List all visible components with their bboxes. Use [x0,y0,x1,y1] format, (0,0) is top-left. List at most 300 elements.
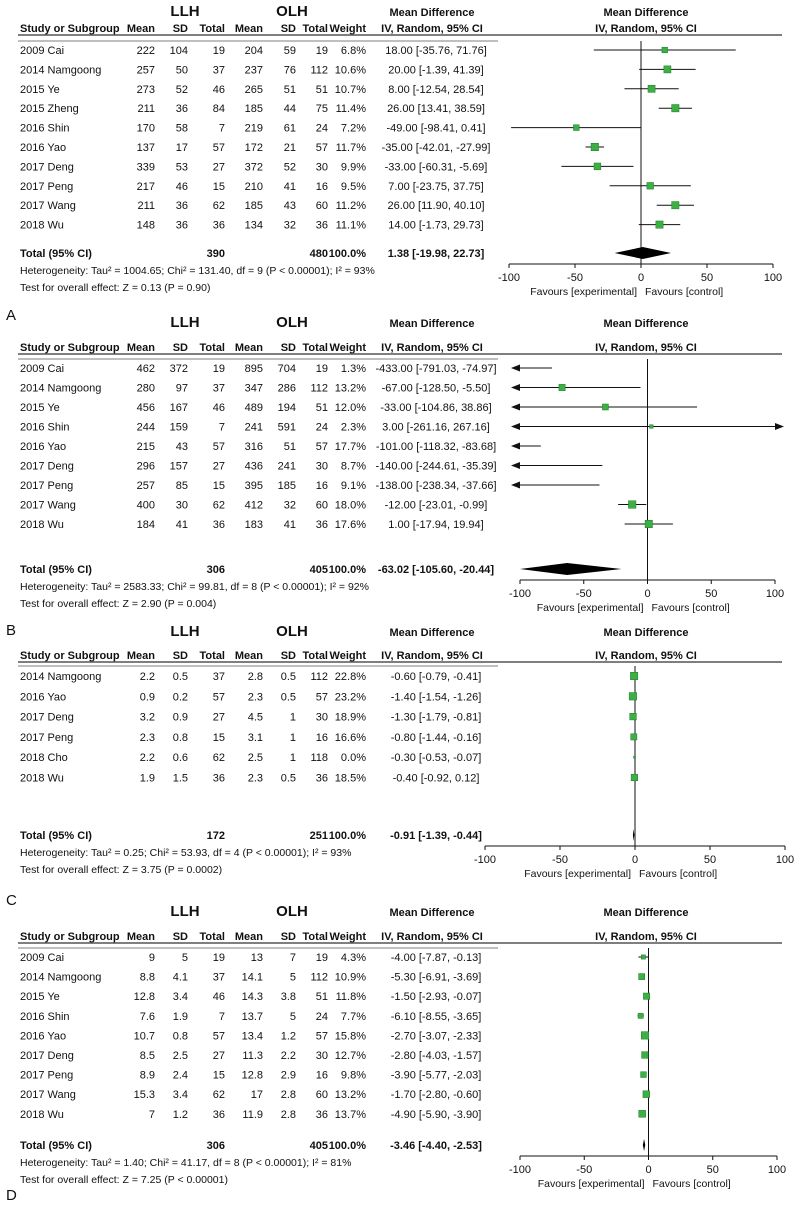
sd-llh: 1.5 [172,772,188,785]
sd-olh: 0.5 [280,671,296,683]
mean-olh: 13.4 [241,1030,263,1043]
total-olh: 36 [315,219,328,232]
sd-llh: 50 [175,64,188,77]
point-estimate [639,1110,646,1117]
header-mean-olh: Mean [234,342,263,354]
study-row [20,671,638,683]
panel-label: A [6,307,17,324]
point-estimate [643,1091,650,1098]
study-row [20,1030,649,1042]
mean-difference-ci: 3.00 [-261.16, 267.16] [382,421,490,434]
point-estimate [642,1052,649,1059]
sd-olh: 2.2 [280,1050,296,1062]
mean-llh: 7 [148,1108,155,1121]
total-olh-n: 405 [309,1140,328,1152]
study-name: 2017 Wang [20,200,76,213]
header-mean-olh: Mean [234,650,263,662]
header-mean-llh: Mean [126,650,155,662]
header-study: Study or Subgroup [20,23,120,35]
total-olh: 60 [315,200,328,213]
mean-llh: 10.7 [133,1030,155,1043]
sd-llh: 30 [175,499,188,512]
study-row [20,123,642,135]
forest-panel-c [6,623,794,909]
total-olh-n: 405 [309,564,328,576]
header-method: IV, Random, 95% CI [381,342,483,354]
mean-olh: 237 [244,64,263,77]
total-olh: 24 [315,421,328,434]
mean-difference-ci: 20.00 [-1.39, 41.39] [388,64,484,77]
study-row [20,773,638,785]
total-ci: -63.02 [-105.60, -20.44] [377,564,495,576]
total-olh: 112 [310,971,328,984]
total-olh: 36 [315,519,328,531]
study-name: 2016 Yao [20,142,67,154]
header-mean-llh: Mean [126,931,155,943]
study-name: 2018 Wu [20,219,64,232]
mean-difference-ci: 26.00 [11.90, 40.10] [387,200,485,213]
total-llh: 15 [212,731,225,744]
total-row [20,247,671,260]
header-sd-llh: SD [172,650,188,662]
total-llh: 27 [212,1050,225,1062]
sd-olh: 1.2 [280,1030,296,1043]
total-label: Total (95% CI) [20,248,92,260]
sd-llh: 0.8 [172,731,188,744]
study-name: 2009 Cai [20,45,65,57]
ci-arrow-left [511,365,520,372]
mean-llh: 148 [136,219,155,232]
total-olh: 57 [315,441,328,453]
study-name: 2017 Peng [20,1069,74,1082]
weight: 11.4% [335,103,366,116]
total-olh-n: 251 [309,830,328,842]
study-name: 2017 Peng [20,731,74,744]
sd-olh: 76 [283,64,296,77]
study-row [20,220,680,232]
weight: 9.5% [340,180,366,193]
sd-llh: 36 [175,103,188,116]
header-mean-difference-plot: Mean Difference [603,7,689,19]
point-estimate [641,1072,647,1078]
total-llh: 46 [212,991,225,1004]
study-name: 2009 Cai [20,952,65,964]
mean-llh: 2.2 [139,752,155,765]
mean-difference-ci: -1.50 [-2.93, -0.07] [390,991,482,1004]
sd-llh: 5 [181,952,188,964]
total-olh: 51 [315,402,328,414]
header-sd-olh: SD [280,931,296,943]
header-weight: Weight [329,342,366,354]
x-tick-label: 50 [700,272,714,284]
pooled-diamond [520,563,621,575]
total-llh: 7 [218,421,225,434]
total-weight: 100.0% [328,564,366,576]
sd-llh: 372 [169,363,188,375]
sd-olh: 0.5 [280,691,296,704]
sd-olh: 0.5 [280,772,296,785]
mean-olh: 2.3 [247,772,263,785]
study-row [20,161,633,173]
mean-llh: 211 [137,200,155,213]
sd-llh: 58 [175,122,188,135]
mean-difference-ci: -33.00 [-60.31, -5.69] [384,161,488,174]
pooled-diamond [633,829,634,841]
header-method: IV, Random, 95% CI [381,650,483,662]
mean-difference-ci: -5.30 [-6.91, -3.69] [390,971,482,984]
weight: 22.8% [334,671,366,683]
x-tick-label: 0 [644,588,651,600]
weight: 17.7% [334,441,366,453]
sd-olh: 61 [283,122,296,135]
study-row [20,103,692,115]
total-olh: 19 [315,45,328,57]
sd-olh: 1 [289,752,296,765]
mean-llh: 2.3 [139,731,155,744]
total-olh: 118 [310,752,328,765]
favours-control: Favours [control] [652,1178,731,1190]
x-tick-label: -50 [576,1164,593,1176]
total-llh: 57 [212,142,225,154]
header-weight: Weight [329,23,366,35]
x-tick-label: 100 [767,1164,787,1176]
study-row [20,480,599,492]
total-llh: 62 [212,752,225,765]
total-olh: 24 [315,122,328,135]
total-llh: 36 [212,219,225,232]
study-name: 2017 Wang [20,1089,76,1102]
study-row [20,519,673,531]
total-olh: 57 [315,1030,328,1043]
mean-difference-ci: 1.00 [-17.94, 19.94] [388,519,484,531]
header-mean-difference-plot: Mean Difference [603,318,689,330]
mean-difference-ci: -3.90 [-5.77, -2.03] [390,1069,482,1082]
study-name: 2017 Deng [20,460,74,473]
mean-olh: 2.3 [247,691,263,704]
header-study: Study or Subgroup [20,342,120,354]
ci-arrow-left [511,384,520,391]
sd-llh: 2.4 [172,1069,188,1082]
total-olh: 57 [315,691,328,704]
x-tick-label: 100 [775,854,795,866]
total-llh-n: 172 [206,830,225,842]
header-sd-olh: SD [280,23,296,35]
study-row [20,691,637,703]
mean-olh: 13 [250,952,263,964]
total-llh-n: 306 [206,564,225,576]
mean-llh: 215 [136,441,155,453]
point-estimate [628,501,636,509]
header-total-llh: Total [199,650,225,662]
header-study: Study or Subgroup [20,931,120,943]
study-row [20,363,552,375]
total-llh: 84 [212,103,225,116]
mean-difference-ci: -2.80 [-4.03, -1.57] [390,1050,482,1062]
mean-olh: 210 [244,180,263,193]
point-estimate [634,756,636,758]
mean-olh: 4.5 [247,711,263,724]
weight: 23.2% [334,691,366,704]
weight: 7.7% [340,1010,366,1023]
x-tick-label: -50 [567,272,583,284]
sd-llh: 43 [175,441,188,453]
mean-olh: 436 [244,460,263,473]
mean-difference-ci: -0.60 [-0.79, -0.41] [390,671,482,683]
point-estimate [559,384,565,390]
study-name: 2009 Cai [20,363,65,375]
heterogeneity-text: Heterogeneity: Tau² = 1.40; Chi² = 41.17, df = 8 (P < 0.00001); I² = 81% [20,1157,352,1169]
favours-control: Favours [control] [639,868,718,880]
mean-olh: 241 [244,421,263,434]
study-name: 2017 Peng [20,180,74,193]
sd-olh: 2.8 [280,1108,296,1121]
mean-olh: 14.3 [241,991,263,1004]
weight: 15.8% [334,1030,366,1043]
mean-difference-ci: 8.00 [-12.54, 28.54] [388,83,484,96]
weight: 4.3% [340,952,366,964]
mean-olh: 12.8 [241,1069,263,1082]
mean-llh: 296 [136,460,155,473]
study-name: 2015 Ye [20,991,60,1004]
weight: 9.9% [340,161,366,174]
favours-experimental: Favours [experimental] [524,868,631,880]
weight: 9.8% [340,1069,366,1082]
mean-difference-ci: -12.00 [-23.01, -0.99] [384,499,488,512]
point-estimate [656,221,663,228]
sd-olh: 43 [283,200,296,213]
point-estimate [672,202,679,209]
x-tick-label: -100 [473,854,497,866]
total-llh: 15 [212,1069,225,1082]
sd-olh: 3.8 [280,991,296,1004]
pooled-diamond [643,1139,645,1151]
sd-llh: 36 [175,200,188,213]
weight: 0.0% [340,752,366,765]
sd-olh: 7 [289,952,296,964]
total-weight: 100.0% [328,1140,366,1152]
total-llh: 62 [212,1089,225,1102]
point-estimate [639,974,645,980]
total-llh-n: 390 [206,248,225,260]
study-row [20,461,602,473]
header-method-plot: IV, Random, 95% CI [595,931,697,943]
sd-olh: 2.8 [280,1089,296,1102]
point-estimate [641,955,645,959]
favours-experimental: Favours [experimental] [530,286,637,298]
mean-difference-ci: -49.00 [-98.41, 0.41] [386,122,486,135]
study-name: 2016 Yao [20,1030,67,1043]
sd-llh: 53 [175,161,188,174]
total-row [20,563,621,576]
study-name: 2018 Wu [20,519,64,531]
header-total-olh: Total [302,342,328,354]
mean-llh: 211 [137,103,155,116]
sd-olh: 241 [277,460,296,473]
ci-arrow-left [511,462,520,469]
total-llh: 46 [212,83,225,96]
sd-llh: 17 [175,142,188,154]
total-olh: 60 [315,499,328,512]
x-tick-label: -50 [575,588,592,600]
favours-control: Favours [control] [645,286,724,298]
sd-llh: 36 [175,219,188,232]
point-estimate [573,125,579,131]
group-label-llh: LLH [170,314,200,331]
total-olh: 112 [310,64,328,77]
study-row [20,752,636,764]
study-row [20,45,736,57]
total-row [20,829,634,842]
study-name: 2015 Ye [20,402,60,414]
weight: 12.0% [334,402,366,414]
point-estimate [591,143,599,151]
study-row [20,181,691,193]
header-mean-difference-plot: Mean Difference [603,627,689,639]
x-tick-label: 0 [631,854,639,866]
header-sd-llh: SD [172,342,188,354]
mean-difference-ci: -0.40 [-0.92, 0.12] [392,772,480,785]
total-olh: 16 [315,180,328,193]
study-name: 2018 Cho [20,752,68,765]
weight: 11.8% [335,991,366,1004]
mean-difference-ci: -1.70 [-2.80, -0.60] [390,1089,482,1102]
study-name: 2017 Deng [20,161,74,174]
study-row [20,402,697,414]
study-name: 2016 Shin [20,122,70,135]
header-mean-llh: Mean [126,342,155,354]
mean-difference-ci: 18.00 [-35.76, 71.76] [385,45,487,57]
ci-arrow-right [775,423,784,430]
sd-llh: 52 [175,83,188,96]
header-mean-llh: Mean [126,23,155,35]
x-tick-label: 100 [765,588,785,600]
mean-llh: 339 [136,161,155,174]
total-weight: 100.0% [328,830,366,842]
group-label-olh: OLH [276,3,308,20]
total-llh: 62 [212,499,225,512]
study-name: 2014 Namgoong [20,971,102,984]
sd-llh: 0.9 [172,711,188,724]
sd-olh: 32 [283,219,296,232]
point-estimate [630,713,637,720]
weight: 2.3% [340,421,366,434]
ci-arrow-left [511,404,520,411]
total-llh: 19 [212,363,225,375]
total-llh-n: 306 [206,1140,225,1152]
sd-llh: 4.1 [172,971,188,984]
total-llh: 37 [212,671,225,683]
mean-difference-ci: -4.00 [-7.87, -0.13] [390,952,482,964]
total-weight: 100.0% [328,248,366,260]
sd-olh: 704 [277,363,296,375]
sd-llh: 1.9 [172,1010,188,1023]
study-row [20,64,696,76]
favours-control: Favours [control] [651,602,730,614]
ci-arrow-left [511,482,520,489]
study-row [20,712,636,724]
weight: 18.0% [334,499,366,512]
point-estimate [672,105,679,112]
mean-olh: 372 [244,161,263,174]
header-mean-olh: Mean [234,931,263,943]
sd-llh: 159 [169,421,188,434]
point-estimate [643,993,649,999]
mean-llh: 12.8 [133,991,155,1004]
mean-olh: 11.9 [242,1108,263,1121]
study-row [20,142,604,154]
group-label-olh: OLH [276,314,308,331]
study-row [20,1011,644,1023]
weight: 6.8% [340,45,366,57]
overall-effect-text: Test for overall effect: Z = 7.25 (P < 0.00001) [20,1174,228,1186]
x-tick-label: 50 [705,588,718,600]
total-llh: 62 [212,200,225,213]
total-olh: 57 [315,142,328,154]
mean-llh: 257 [136,64,155,77]
header-total-olh: Total [302,650,328,662]
total-llh: 19 [212,45,225,57]
mean-olh: 265 [244,83,263,96]
mean-olh: 14.1 [241,971,263,984]
total-llh: 37 [212,971,225,984]
sd-olh: 59 [283,45,296,57]
favours-experimental: Favours [experimental] [536,602,644,614]
mean-difference-ci: 26.00 [13.41, 38.59] [387,103,485,116]
group-label-llh: LLH [170,623,200,640]
sd-llh: 2.5 [172,1050,188,1062]
group-label-llh: LLH [170,3,200,20]
study-row [20,383,640,395]
heterogeneity-text: Heterogeneity: Tau² = 0.25; Chi² = 53.93, df = 4 (P < 0.00001); I² = 93% [20,847,352,859]
total-llh: 36 [212,1108,225,1121]
total-llh: 57 [212,441,225,453]
mean-olh: 412 [244,499,263,512]
sd-olh: 2.9 [280,1069,296,1082]
total-ci: 1.38 [-19.98, 22.73] [387,248,485,260]
mean-difference-ci: -0.80 [-1.44, -0.16] [390,731,482,744]
sd-olh: 41 [283,180,296,193]
group-label-olh: OLH [276,903,308,920]
forest-panel-b [6,314,784,639]
header-total-llh: Total [199,342,225,354]
mean-olh: 489 [244,402,263,414]
sd-llh: 1.2 [172,1108,188,1121]
mean-olh: 2.8 [247,671,263,683]
total-olh: 30 [315,711,328,724]
sd-llh: 0.5 [172,671,188,683]
study-row [20,952,648,964]
sd-olh: 1 [289,731,296,744]
mean-difference-ci: -138.00 [-238.34, -37.66] [375,480,497,492]
total-label: Total (95% CI) [20,1140,92,1152]
mean-olh: 185 [244,200,263,213]
sd-llh: 0.2 [172,691,188,704]
study-row [20,732,637,744]
panel-label: C [6,892,17,909]
total-llh: 7 [218,1010,225,1023]
mean-llh: 244 [136,421,155,434]
mean-llh: 273 [136,83,155,96]
total-olh: 30 [315,460,328,473]
sd-olh: 286 [277,382,296,395]
weight: 8.7% [340,460,366,473]
mean-llh: 257 [136,480,155,492]
forest-panel-a [6,3,782,324]
mean-difference-ci: -35.00 [-42.01, -27.99] [381,142,491,154]
study-row [20,1050,648,1062]
sd-olh: 591 [277,421,296,434]
weight: 10.9% [334,971,366,984]
